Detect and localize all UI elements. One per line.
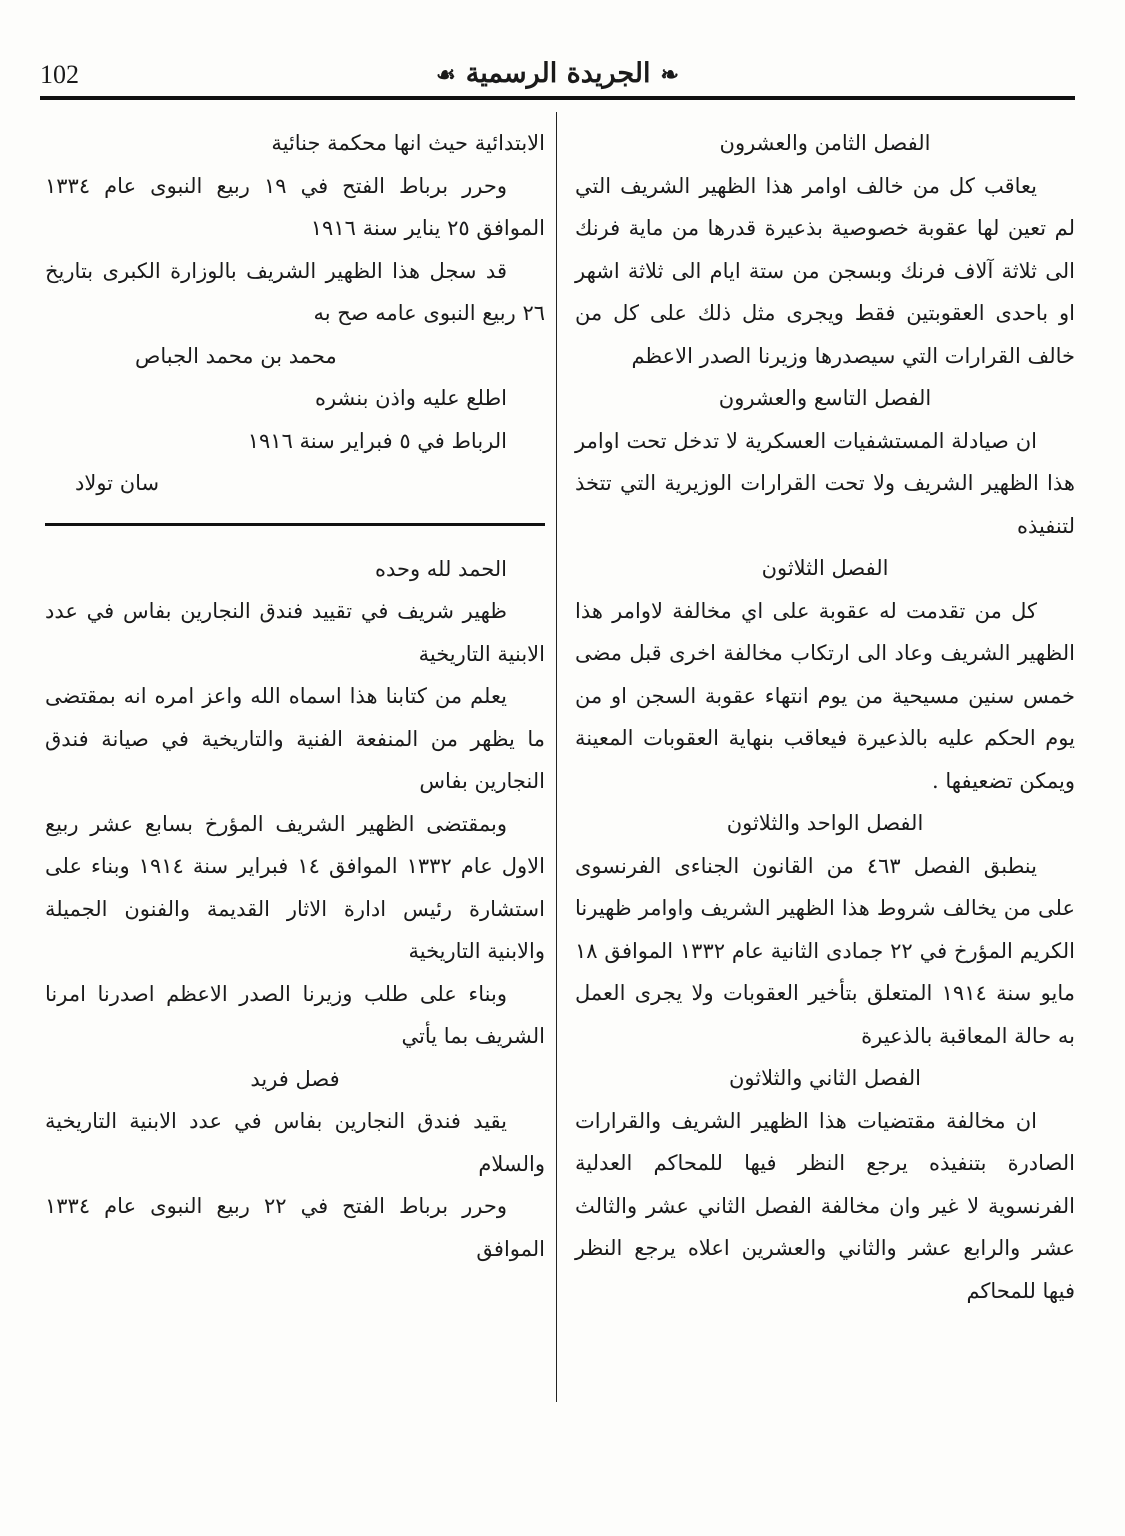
- paragraph: قد سجل هذا الظهير الشريف بالوزارة الكبرى بتاريخ ٢٦ ربيع النبوى عامه صح به: [45, 258, 545, 325]
- left-column-new-decree: [45, 548, 545, 1271]
- section-heading: الفصل الواحد والثلاثون: [726, 811, 924, 835]
- paragraph: الابتدائية حيث انها محكمة جنائية: [271, 131, 545, 155]
- paragraph: اطلع عليه واذن بنشره: [314, 386, 507, 410]
- column-divider: [556, 112, 557, 1402]
- paragraph: كل من تقدمت له عقوبة على اي مخالفة لاوامر هذا الظهير الشريف وعاد الى ارتكاب مخالفة اخرى قبل مضى خمس سنين مسيحية من يوم انتهاء عقوبة السجن او من يوم الحكم عليه بالذعيرة فيعاقب بنهاية العقوبات المعينة ويمكن تضعيفها .: [575, 598, 1075, 793]
- page-number: 102: [40, 60, 79, 89]
- paragraph: ان مخالفة مقتضيات هذا الظهير الشريف والقرارات الصادرة بتنفيذه يرجع النظر فيها للمحاكم العدلية الفرنسوية لا غير وان مخالفة الفصل الثاني عشر والثالث عشر والرابع عشر والثاني والعشرين اعلاه يرجع النظر فيها للمحاكم: [575, 1108, 1075, 1303]
- section-heading: فصل فريد: [250, 1066, 340, 1091]
- paragraph: وبمقتضى الظهير الشريف المؤرخ بسابع عشر ربيع الاول عام ١٣٣٢ الموافق ١٤ فبراير سنة ١٩١٤ وبناء على استشارة رئيس ادارة الاثار القديمة والفنون الجميلة والابنية التاريخية: [45, 811, 545, 963]
- left-column: [45, 122, 545, 1270]
- paragraph: وحرر برباط الفتح في ١٩ ربيع النبوى عام ١٣٣٤ الموافق ٢٥ يناير سنة ١٩١٦: [45, 173, 545, 240]
- page-header: [40, 52, 1075, 100]
- header-rule: [40, 96, 1075, 100]
- section-heading: الفصل الثاني والثلاثون: [729, 1066, 921, 1090]
- paragraph: وبناء على طلب وزيرنا الصدر الاعظم اصدرنا امرنا الشريف بما يأتي: [45, 981, 545, 1048]
- paragraph: وحرر برباط الفتح في ٢٢ ربيع النبوى عام ١٣٣٤ الموافق: [45, 1194, 545, 1261]
- running-title-wrap: [40, 58, 1075, 89]
- paragraph: ينطبق الفصل ٤٦٣ من القانون الجناءى الفرنسوى على من يخالف شروط هذا الظهير الشريف واوامر ظهيرنا الكريم المؤرخ في ٢٢ جمادى الثانية عام ١٣٣٢ الموافق ١٨ مايو سنة ١٩١٤ المتعلق بتأخير العقوبات ولا يجرى العمل به حالة المعاقبة بالذعيرة: [575, 853, 1075, 1048]
- paragraph: يعاقب كل من خالف اوامر هذا الظهير الشريف التي لم تعين لها عقوبة خصوصية بذعيرة قدرها من ماية فرنك الى ثلاثة آلاف فرنك وبسجن من ستة ايام الى ثلاثة اشهر او باحدى العقوبتين فقط ويجرى مثل ذلك على كل من خالف القرارات التي سيصدرها وزيرنا الصدر الاعظم: [575, 173, 1075, 368]
- section-heading: الفصل الثامن والعشرون: [719, 131, 931, 155]
- paragraph: الحمد لله وحده: [374, 556, 507, 581]
- ornament-left-icon: ❧: [660, 61, 679, 88]
- running-title: الجريدة الرسمية: [465, 58, 651, 89]
- section-heading: الفصل التاسع والعشرون: [718, 386, 932, 410]
- section-heading: الفصل الثلاثون: [761, 556, 889, 580]
- paragraph: يعلم من كتابنا هذا اسماه الله واعز امره انه بمقتضى ما يظهر من المنفعة الفنية والتاريخية في صيانة فندق النجارين بفاس: [45, 684, 545, 793]
- paragraph: ان صيادلة المستشفيات العسكرية لا تدخل تحت اوامر هذا الظهير الشريف ولا تحت القرارات الوزيرية التي تتخذ لتنفيذه: [575, 428, 1075, 538]
- right-column: [575, 122, 1075, 1312]
- section-separator: [45, 523, 545, 526]
- signature: محمد بن محمد الجباص: [135, 343, 337, 368]
- paragraph: يقيد فندق النجارين بفاس في عدد الابنية التاريخية والسلام: [45, 1109, 545, 1176]
- paragraph: الرباط في ٥ فبراير سنة ١٩١٦: [247, 428, 507, 453]
- paragraph: ظهير شريف في تقييد فندق النجارين بفاس في عدد الابنية التاريخية: [45, 599, 545, 666]
- left-column-decree-end: [45, 122, 545, 505]
- ornament-right-icon: ☙: [436, 61, 456, 88]
- signature: سان تولاد: [75, 471, 160, 495]
